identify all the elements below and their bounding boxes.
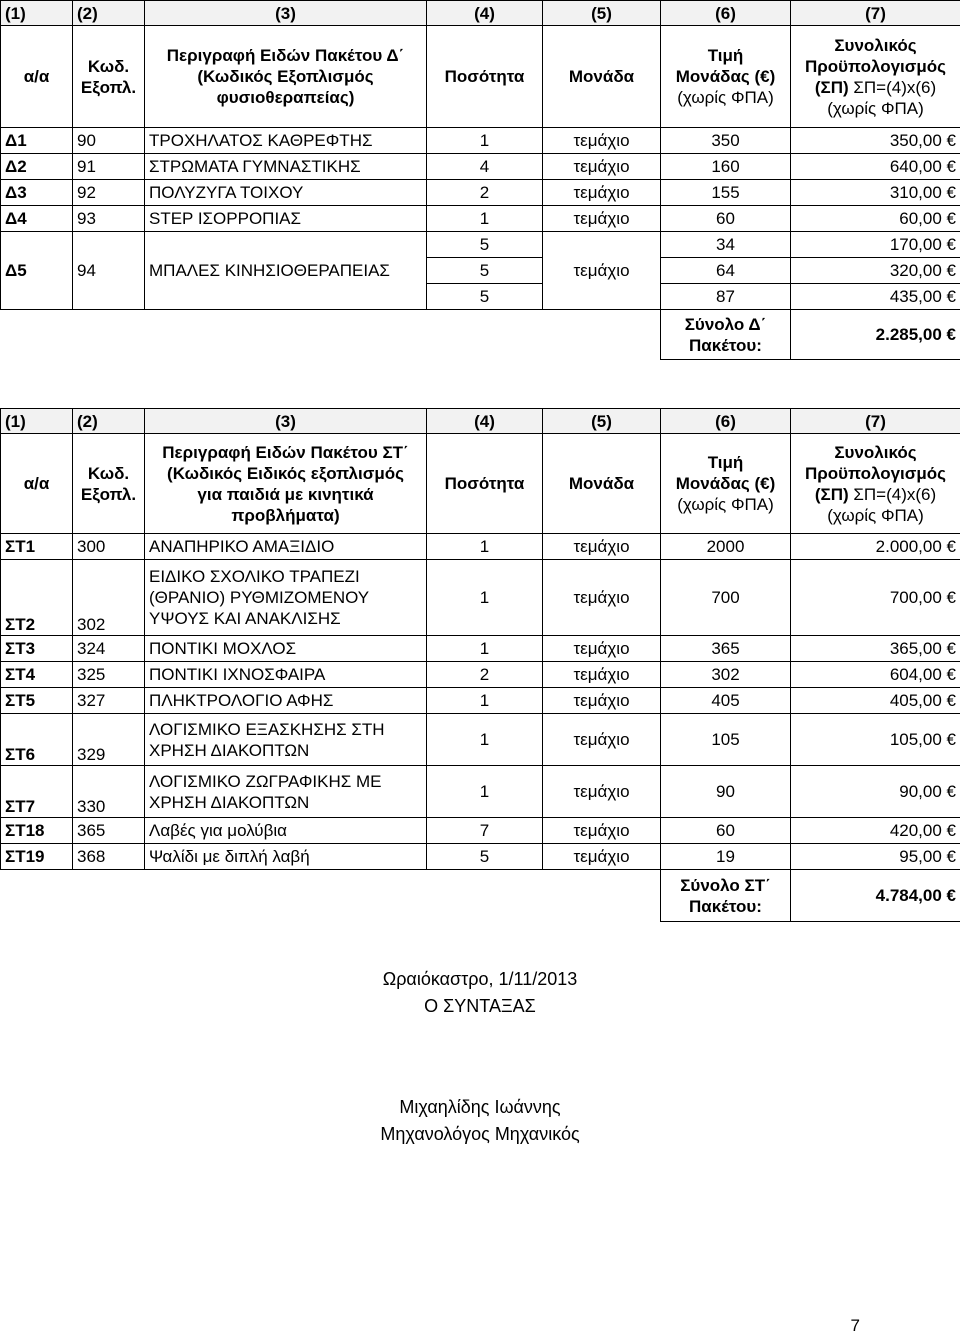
table-row xyxy=(1,232,960,258)
colnum: (7) xyxy=(791,409,960,434)
colnum: (2) xyxy=(73,409,145,434)
header-total-budget xyxy=(791,434,960,534)
colnum: (3) xyxy=(145,409,427,434)
row-total: 90,00 € xyxy=(791,766,960,818)
row-total: 95,00 € xyxy=(791,844,960,870)
package-total-value: 4.784,00 € xyxy=(791,870,960,922)
row-description xyxy=(145,560,427,636)
row-desc-line: ΧΡΗΣΗ ΔΙΑΚΟΠΤΩΝ xyxy=(149,792,310,812)
row-description xyxy=(145,714,427,766)
header-unit-price xyxy=(661,434,791,534)
header-desc-line: φυσιοθεραπείας) xyxy=(216,88,355,107)
package-total-row xyxy=(1,310,960,360)
row-total: 320,00 € xyxy=(791,258,960,284)
row-code: 365 xyxy=(73,818,145,844)
row-code: 300 xyxy=(73,534,145,560)
header-quantity: Ποσότητα xyxy=(427,26,543,128)
row-total: 435,00 € xyxy=(791,284,960,310)
header-price-line: (χωρίς ΦΠΑ) xyxy=(677,495,774,514)
row-quantity: 1 xyxy=(427,688,543,714)
row-code: 94 xyxy=(73,232,145,310)
row-quantity: 5 xyxy=(427,844,543,870)
colnum: (4) xyxy=(427,409,543,434)
row-unit: τεμάχιο xyxy=(543,818,661,844)
table-row xyxy=(1,844,960,870)
row-price: 350 xyxy=(661,128,791,154)
header-total-formula: ΣΠ=(4)x(6) xyxy=(853,484,937,504)
row-quantity: 1 xyxy=(427,766,543,818)
table-row xyxy=(1,128,960,154)
header-price-line: Τιμή xyxy=(707,453,744,472)
row-description: ΣΤΡΩΜΑΤΑ ΓΥΜΝΑΣΤΙΚΗΣ xyxy=(145,154,427,180)
package-total-value: 2.285,00 € xyxy=(791,310,960,360)
row-quantity: 1 xyxy=(427,560,543,636)
row-quantity: 5 xyxy=(427,232,543,258)
row-unit: τεμάχιο xyxy=(543,154,661,180)
row-description xyxy=(145,766,427,818)
row-desc-line: ΥΨΟΥΣ ΚΑΙ ΑΝΑΚΛΙΣΗΣ xyxy=(149,609,341,628)
row-total: 2.000,00 € xyxy=(791,534,960,560)
package-st-table xyxy=(0,408,960,922)
header-total-formula: ΣΠ=(4)x(6) xyxy=(853,77,937,97)
row-price: 160 xyxy=(661,154,791,180)
signature-block-bottom xyxy=(0,1094,960,1148)
row-desc-line: ΛΟΓΙΣΜΙΚΟ ΕΞΑΣΚΗΣΗΣ ΣΤΗ xyxy=(149,719,385,739)
signature-block-top xyxy=(0,966,960,1020)
table-row xyxy=(1,154,960,180)
row-unit: τεμάχιο xyxy=(543,128,661,154)
row-desc-line: ΑΝΑΠΗΡΙΚΟ ΑΜΑΞΙΔΙΟ xyxy=(149,537,335,556)
row-price: 19 xyxy=(661,844,791,870)
colnum: (1) xyxy=(1,409,73,434)
colnum: (5) xyxy=(543,409,661,434)
header-description xyxy=(145,434,427,534)
total-label-line: Σύνολο ΣΤ΄ xyxy=(680,875,771,895)
row-description xyxy=(145,636,427,662)
row-price: 60 xyxy=(661,818,791,844)
header-desc-line: προβλήματα) xyxy=(231,505,340,525)
row-total: 310,00 € xyxy=(791,180,960,206)
row-quantity: 2 xyxy=(427,180,543,206)
header-code xyxy=(73,26,145,128)
header-code-line: Κωδ. xyxy=(87,463,130,483)
row-quantity: 1 xyxy=(427,128,543,154)
row-total: 420,00 € xyxy=(791,818,960,844)
header-code-line: Εξοπλ. xyxy=(80,484,137,504)
row-total: 60,00 € xyxy=(791,206,960,232)
row-code: 330 xyxy=(73,766,145,818)
row-aa: ΣΤ1 xyxy=(1,534,73,560)
column-number-row xyxy=(1,1,960,26)
table-row xyxy=(1,766,960,818)
header-row xyxy=(1,434,960,534)
row-quantity: 1 xyxy=(427,636,543,662)
row-code: 92 xyxy=(73,180,145,206)
header-total-line: (ΣΠ) xyxy=(814,484,849,504)
header-aa: α/α xyxy=(1,434,73,534)
row-desc-line: Λαβές για μολύβια xyxy=(149,821,287,840)
row-total: 700,00 € xyxy=(791,560,960,636)
row-aa: ΣΤ19 xyxy=(1,844,73,870)
row-aa: Δ3 xyxy=(1,180,73,206)
row-aa: Δ1 xyxy=(1,128,73,154)
row-quantity: 5 xyxy=(427,258,543,284)
row-unit: τεμάχιο xyxy=(543,180,661,206)
header-price-line: Μονάδας (€) xyxy=(675,474,776,493)
row-desc-line: ΠΟΝΤΙΚΙ ΙΧΝΟΣΦΑΙΡΑ xyxy=(149,665,326,684)
row-aa: ΣΤ7 xyxy=(1,766,73,818)
row-price: 64 xyxy=(661,258,791,284)
header-total-budget xyxy=(791,26,960,128)
row-price: 34 xyxy=(661,232,791,258)
header-total-line: (χωρίς ΦΠΑ) xyxy=(827,505,924,525)
row-code: 93 xyxy=(73,206,145,232)
header-total-line: (ΣΠ) xyxy=(814,77,849,97)
row-description xyxy=(145,534,427,560)
header-desc-line: (Κωδικός Εξοπλισμός xyxy=(197,67,374,86)
row-unit: τεμάχιο xyxy=(543,844,661,870)
row-code: 327 xyxy=(73,688,145,714)
header-total-line: Προϋπολογισμός xyxy=(804,56,947,76)
header-total-line: Προϋπολογισμός xyxy=(804,463,947,483)
row-price: 60 xyxy=(661,206,791,232)
total-label-line: Σύνολο Δ΄ xyxy=(684,314,767,334)
colnum: (1) xyxy=(1,1,73,26)
row-desc-line: ΠΟΝΤΙΚΙ ΜΟΧΛΟΣ xyxy=(149,639,297,658)
header-desc-line: (Κωδικός Ειδικός εξοπλισμός xyxy=(167,463,404,483)
table-row xyxy=(1,818,960,844)
column-number-row xyxy=(1,409,960,434)
header-description xyxy=(145,26,427,128)
header-price-line: Μονάδας (€) xyxy=(675,67,776,86)
table-row xyxy=(1,662,960,688)
header-aa: α/α xyxy=(1,26,73,128)
row-quantity: 1 xyxy=(427,714,543,766)
table-row xyxy=(1,534,960,560)
package-d-table xyxy=(0,0,960,360)
page-number: 7 xyxy=(850,1316,860,1335)
row-aa: Δ4 xyxy=(1,206,73,232)
row-aa: ΣΤ4 xyxy=(1,662,73,688)
row-total: 105,00 € xyxy=(791,714,960,766)
row-price: 700 xyxy=(661,560,791,636)
row-price: 405 xyxy=(661,688,791,714)
header-total-line: (χωρίς ΦΠΑ) xyxy=(827,98,924,118)
table-row xyxy=(1,180,960,206)
row-description xyxy=(145,688,427,714)
header-code-line: Κωδ. xyxy=(87,56,130,76)
colnum: (6) xyxy=(661,409,791,434)
row-code: 325 xyxy=(73,662,145,688)
header-code-line: Εξοπλ. xyxy=(80,77,137,97)
row-unit: τεμάχιο xyxy=(543,766,661,818)
author-role: Ο ΣΥΝΤΑΞΑΣ xyxy=(424,996,536,1016)
row-code: 324 xyxy=(73,636,145,662)
row-quantity: 5 xyxy=(427,284,543,310)
author-title: Μηχανολόγος Μηχανικός xyxy=(380,1124,580,1144)
header-row xyxy=(1,26,960,128)
header-desc-line: Περιγραφή Ειδών Πακέτου ΣΤ΄ xyxy=(162,442,409,462)
row-aa: ΣΤ2 xyxy=(1,560,73,636)
row-unit: τεμάχιο xyxy=(543,662,661,688)
row-desc-line: (ΘΡΑΝΙΟ) ΡΥΘΜΙΖΟΜΕΝΟΥ xyxy=(149,588,370,607)
row-desc-line: Ψαλίδι με διπλή λαβή xyxy=(149,847,310,866)
row-total: 405,00 € xyxy=(791,688,960,714)
header-quantity: Ποσότητα xyxy=(427,434,543,534)
row-quantity: 1 xyxy=(427,534,543,560)
header-price-line: Τιμή xyxy=(707,46,744,65)
row-unit: τεμάχιο xyxy=(543,232,661,310)
table-row xyxy=(1,688,960,714)
row-quantity: 4 xyxy=(427,154,543,180)
row-desc-line: ΧΡΗΣΗ ΔΙΑΚΟΠΤΩΝ xyxy=(149,740,310,760)
table-row xyxy=(1,636,960,662)
row-code: 90 xyxy=(73,128,145,154)
header-desc-line: Περιγραφή Ειδών Πακέτου Δ΄ xyxy=(166,46,405,65)
colnum: (2) xyxy=(73,1,145,26)
row-code: 329 xyxy=(73,714,145,766)
row-price: 87 xyxy=(661,284,791,310)
row-total: 604,00 € xyxy=(791,662,960,688)
author-name: Μιχαηλίδης Ιωάννης xyxy=(399,1097,561,1117)
package-total-row xyxy=(1,870,960,922)
header-total-line: Συνολικός xyxy=(834,442,917,462)
row-aa: ΣΤ18 xyxy=(1,818,73,844)
row-desc-line: ΠΛΗΚΤΡΟΛΟΓΙΟ ΑΦΗΣ xyxy=(149,691,334,710)
header-total-line: Συνολικός xyxy=(834,35,917,55)
row-unit: τεμάχιο xyxy=(543,688,661,714)
row-aa: Δ5 xyxy=(1,232,73,310)
colnum: (6) xyxy=(661,1,791,26)
header-unit: Μονάδα xyxy=(543,26,661,128)
row-total: 350,00 € xyxy=(791,128,960,154)
row-price: 365 xyxy=(661,636,791,662)
row-code: 368 xyxy=(73,844,145,870)
header-desc-line: για παιδιά με κινητικά xyxy=(197,484,374,504)
row-quantity: 1 xyxy=(427,206,543,232)
colnum: (4) xyxy=(427,1,543,26)
row-aa: ΣΤ5 xyxy=(1,688,73,714)
row-total: 365,00 € xyxy=(791,636,960,662)
package-total-label xyxy=(661,870,791,922)
row-unit: τεμάχιο xyxy=(543,560,661,636)
row-unit: τεμάχιο xyxy=(543,206,661,232)
row-total: 170,00 € xyxy=(791,232,960,258)
place-date: Ωραιόκαστρο, 1/11/2013 xyxy=(382,969,578,989)
package-total-label xyxy=(661,310,791,360)
row-aa: ΣΤ3 xyxy=(1,636,73,662)
row-unit: τεμάχιο xyxy=(543,714,661,766)
row-unit: τεμάχιο xyxy=(543,636,661,662)
row-price: 302 xyxy=(661,662,791,688)
table-row xyxy=(1,714,960,766)
header-unit: Μονάδα xyxy=(543,434,661,534)
header-unit-price xyxy=(661,26,791,128)
row-description: ΜΠΑΛΕΣ ΚΙΝΗΣΙΟΘΕΡΑΠΕΙΑΣ xyxy=(145,232,427,310)
row-code: 91 xyxy=(73,154,145,180)
row-description xyxy=(145,844,427,870)
header-price-line: (χωρίς ΦΠΑ) xyxy=(677,88,774,107)
row-aa: Δ2 xyxy=(1,154,73,180)
row-code: 302 xyxy=(73,560,145,636)
row-desc-line: ΛΟΓΙΣΜΙΚΟ ΖΩΓΡΑΦΙΚΗΣ ΜΕ xyxy=(149,771,382,791)
colnum: (5) xyxy=(543,1,661,26)
row-desc-line: ΕΙΔΙΚΟ ΣΧΟΛΙΚΟ ΤΡΑΠΕΖΙ xyxy=(149,567,360,586)
row-aa: ΣΤ6 xyxy=(1,714,73,766)
row-description xyxy=(145,818,427,844)
row-price: 90 xyxy=(661,766,791,818)
total-label-line: Πακέτου: xyxy=(689,896,762,916)
row-quantity: 2 xyxy=(427,662,543,688)
row-price: 105 xyxy=(661,714,791,766)
row-total: 640,00 € xyxy=(791,154,960,180)
total-label-line: Πακέτου: xyxy=(689,335,762,355)
colnum: (3) xyxy=(145,1,427,26)
row-description: ΤΡΟΧΗΛΑΤΟΣ ΚΑΘΡΕΦΤΗΣ xyxy=(145,128,427,154)
row-description xyxy=(145,662,427,688)
row-description: ΠΟΛΥΖΥΓΑ ΤΟΙΧΟΥ xyxy=(145,180,427,206)
row-price: 155 xyxy=(661,180,791,206)
row-price: 2000 xyxy=(661,534,791,560)
table-row xyxy=(1,206,960,232)
table-row xyxy=(1,560,960,636)
row-description: STEP ΙΣΟΡΡΟΠΙΑΣ xyxy=(145,206,427,232)
colnum: (7) xyxy=(791,1,960,26)
row-unit: τεμάχιο xyxy=(543,534,661,560)
header-code xyxy=(73,434,145,534)
row-quantity: 7 xyxy=(427,818,543,844)
